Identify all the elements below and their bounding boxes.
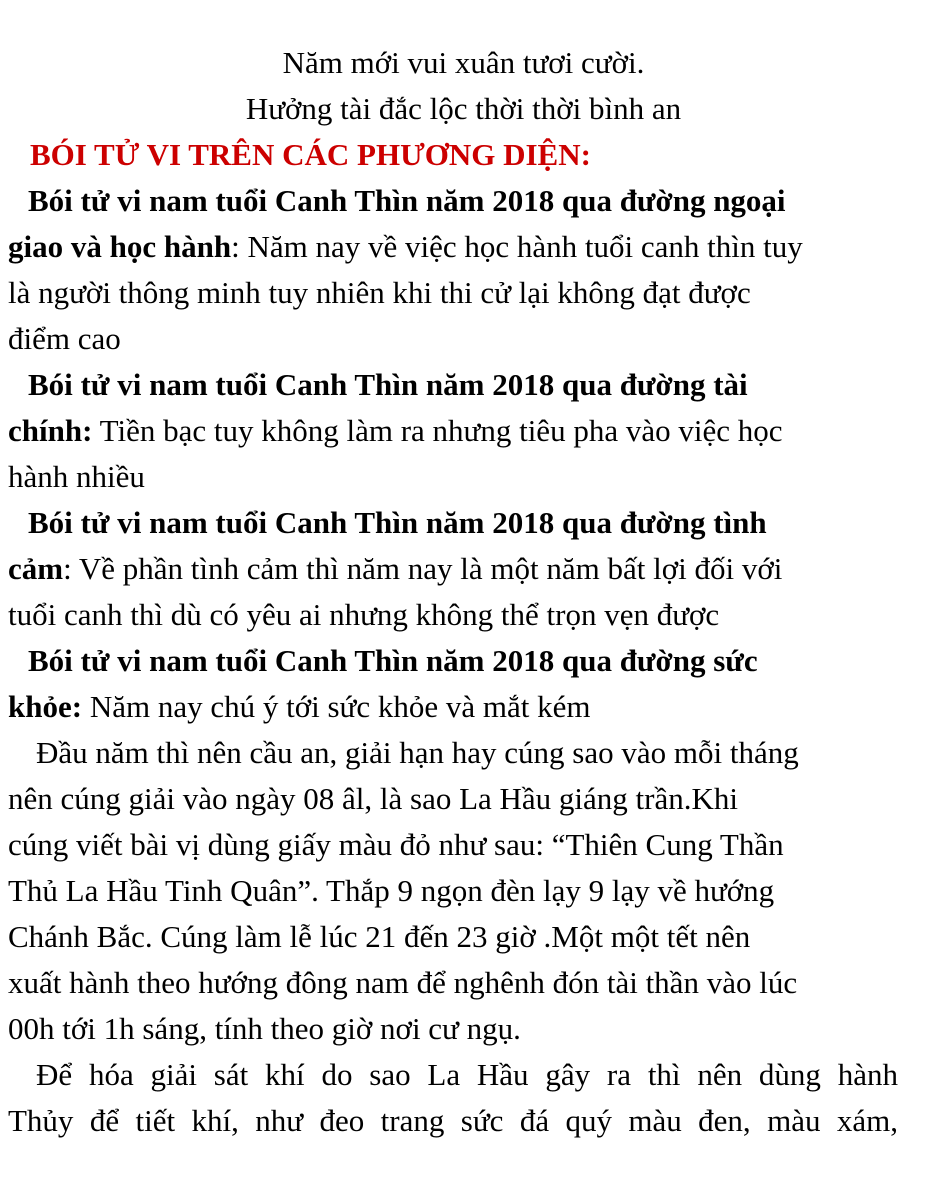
study-body-line-2: là người thông minh tuy nhiên khi thi cử lại không đạt được — [8, 275, 751, 310]
ritual-line-4: Thủ La Hầu Tinh Quân”. Thắp 9 ngọn đèn lạy 9 lạy về hướng — [8, 873, 775, 908]
ritual-line-1: Đầu năm thì nên cầu an, giải hạn hay cúng sao vào mỗi tháng — [36, 735, 799, 770]
ritual-line-6: xuất hành theo hướng đông nam để nghênh đón tài thần vào lúc — [8, 965, 798, 1000]
ritual-line-7: 00h tới 1h sáng, tính theo giờ nơi cư ngụ. — [8, 1011, 521, 1046]
health-title-line-1: Bói tử vi nam tuổi Canh Thìn năm 2018 qua đường sức — [28, 643, 758, 678]
remedy-line-1: Để hóa giải sát khí do sao La Hầu gây ra thì nên dùng hành — [36, 1057, 898, 1092]
love-title-line-1: Bói tử vi nam tuổi Canh Thìn năm 2018 qua đường tình — [28, 505, 767, 540]
love-title-line-2: cảm — [8, 551, 64, 586]
love-body-line-1: : Về phần tình cảm thì năm nay là một năm bất lợi đối với — [63, 551, 783, 586]
love-body-line-2: tuổi canh thì dù có yêu ai nhưng không thể trọn vẹn được — [8, 597, 720, 632]
poem-line-2: Hưởng tài đắc lộc thời thời bình an — [245, 91, 682, 126]
ritual-line-2: nên cúng giải vào ngày 08 âl, là sao La Hầu giáng trần.Khi — [8, 781, 738, 816]
finance-title-line-2: chính: — [8, 413, 93, 448]
study-title-line-2: giao và học hành — [8, 229, 232, 264]
study-body-line-3: điểm cao — [8, 321, 121, 356]
ritual-line-3: cúng viết bài vị dùng giấy màu đỏ như sau: “Thiên Cung Thần — [8, 827, 784, 862]
health-line-2 — [8, 684, 590, 730]
finance-title-line-1: Bói tử vi nam tuổi Canh Thìn năm 2018 qua đường tài — [28, 367, 748, 402]
ritual-line-5: Chánh Bắc. Cúng làm lễ lúc 21 đến 23 giờ .Một một tết nên — [8, 919, 751, 954]
remedy-line-2: Thủy để tiết khí, như đeo trang sức đá quý màu đen, màu xám, — [8, 1103, 898, 1138]
study-line-2 — [8, 224, 803, 270]
section-heading: BÓI TỬ VI TRÊN CÁC PHƯƠNG DIỆN: — [30, 137, 591, 172]
health-title-line-2: khỏe: — [8, 689, 83, 724]
finance-body-line-1: Tiền bạc tuy không làm ra nhưng tiêu pha vào việc học — [92, 413, 783, 448]
study-title-line-1: Bói tử vi nam tuổi Canh Thìn năm 2018 qua đường ngoại — [28, 183, 786, 218]
health-body-line-1: Năm nay chú ý tới sức khỏe và mắt kém — [82, 689, 591, 724]
poem-line-1: Năm mới vui xuân tươi cười. — [282, 45, 645, 80]
finance-body-line-2: hành nhiều — [8, 459, 145, 494]
study-body-line-1: : Năm nay về việc học hành tuổi canh thìn tuy — [231, 229, 803, 264]
finance-line-2 — [8, 408, 782, 454]
love-line-2 — [8, 546, 782, 592]
